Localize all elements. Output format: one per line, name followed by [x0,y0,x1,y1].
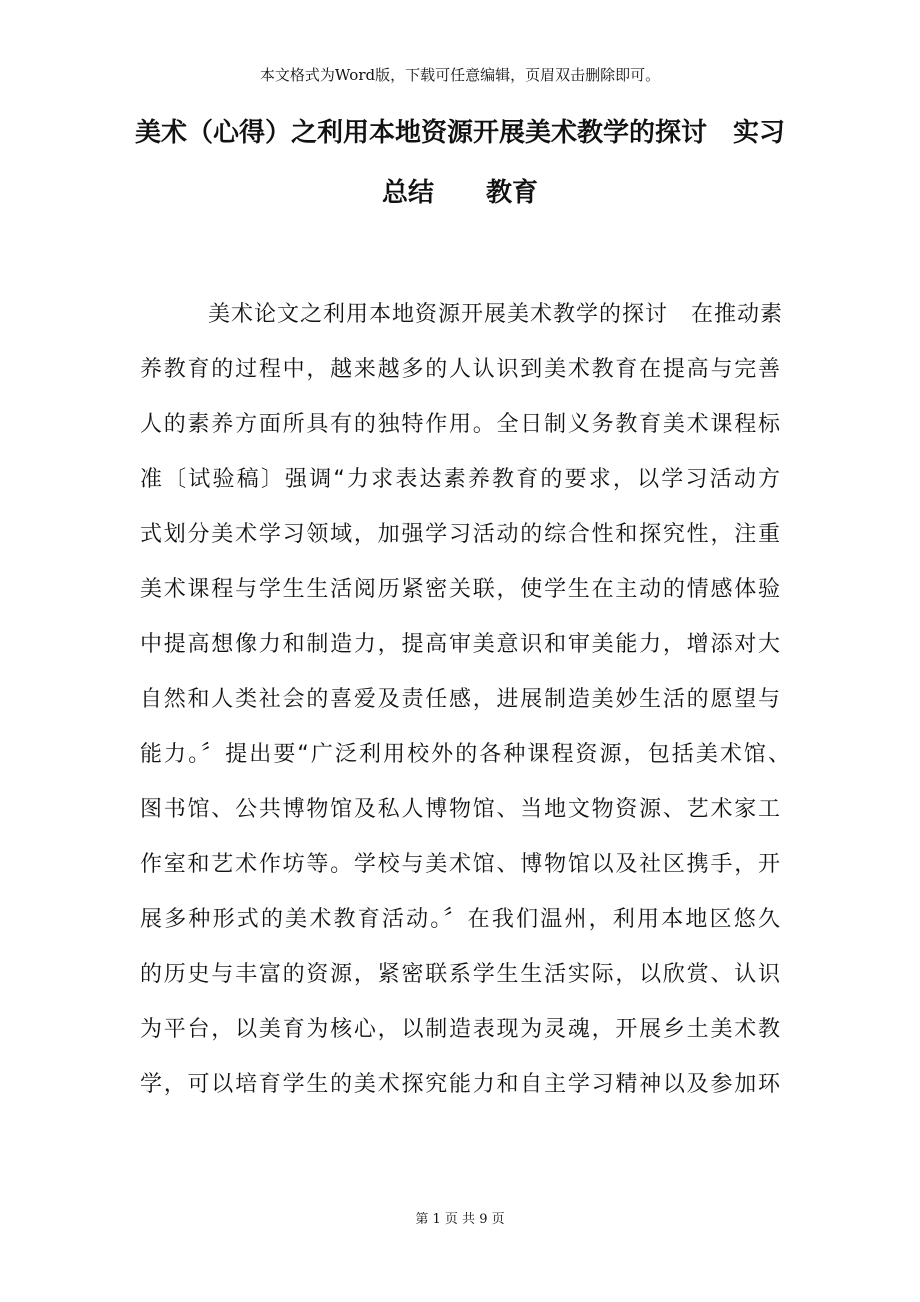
paragraph-line: 的历史与丰富的资源，紧密联系学生生活实际，以欣赏、认识 [140,962,780,987]
paragraph-line: 作室和艺术作坊等。学校与美术馆、博物馆以及社区携手，开 [140,852,780,877]
paragraph-line: 为平台，以美育为核心，以制造表现为灵魂，开展乡土美术教 [140,1017,780,1042]
paragraph-line: 养教育的过程中，越来越多的人认识到美术教育在提高与完善 [140,357,780,382]
paragraph-line: 中提高想像力和制造力，提高审美意识和审美能力，增添对大 [140,632,780,657]
paragraph-line: 展多种形式的美术教育活动。〞在我们温州，利用本地区悠久 [140,907,780,932]
paragraph-line: 美术课程与学生生活阅历紧密关联，使学生在主动的情感体验 [140,577,780,602]
paragraph-line: 能力。〞提出要“广泛利用校外的各种课程资源，包括美术馆、 [140,742,790,767]
document-title-line-2: 总结 教育 [381,178,538,208]
paragraph-line: 准〔试验稿〕强调“力求表达素养教育的要求，以学习活动方 [140,467,780,492]
paragraph-line: 式划分美术学习领域，加强学习活动的综合性和探究性，注重 [140,522,780,547]
paragraph-line: 图书馆、公共博物馆及私人博物馆、当地文物资源、艺术家工 [140,797,780,822]
header-note: 本文格式为Word版，下载可任意编辑，页眉双击删除即可。 [259,66,661,84]
paragraph-line: 美术论文之利用本地资源开展美术教学的探讨 在推动素 [208,302,782,327]
paragraph-line: 自然和人类社会的喜爱及责任感，进展制造美妙生活的愿望与 [140,687,780,712]
paragraph-line: 人的素养方面所具有的独特作用。全日制义务教育美术课程标 [140,412,780,437]
page-footer: 第 1 页 共 9 页 [415,1212,505,1227]
paragraph-line: 学，可以培育学生的美术探究能力和自主学习精神以及参加环 [140,1072,780,1097]
document-title-line-1: 美术（心得）之利用本地资源开展美术教学的探讨 实习 [134,118,785,148]
